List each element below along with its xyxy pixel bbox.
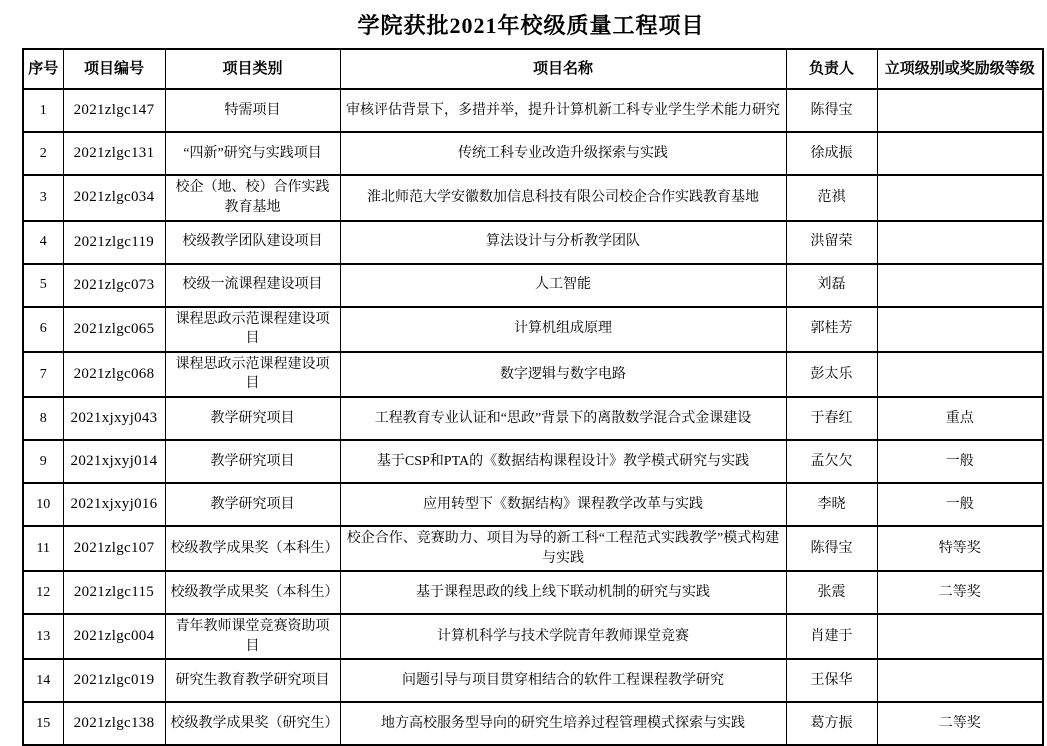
projects-table — [22, 48, 1044, 746]
header-person: 负责人 — [786, 49, 877, 89]
cell-person: 李晓 — [786, 483, 877, 526]
cell-no: 3 — [23, 175, 63, 220]
table-row — [23, 614, 1043, 659]
cell-person: 彭太乐 — [786, 352, 877, 397]
cell-no: 4 — [23, 221, 63, 264]
cell-category: 青年教师课堂竞赛资助项目 — [165, 614, 340, 659]
cell-name: 传统工科专业改造升级探索与实践 — [340, 132, 786, 175]
cell-person: 葛方振 — [786, 702, 877, 745]
cell-no: 15 — [23, 702, 63, 745]
cell-code: 2021zlgc068 — [63, 352, 165, 397]
cell-level: 重点 — [877, 397, 1043, 440]
cell-category: 特需项目 — [165, 89, 340, 132]
cell-name: 基于课程思政的线上线下联动机制的研究与实践 — [340, 571, 786, 614]
header-no: 序号 — [23, 49, 63, 89]
cell-no: 1 — [23, 89, 63, 132]
cell-person: 肖建于 — [786, 614, 877, 659]
cell-no: 6 — [23, 307, 63, 352]
table-row — [23, 352, 1043, 397]
cell-level — [877, 659, 1043, 702]
cell-person: 张震 — [786, 571, 877, 614]
cell-person: 孟欠欠 — [786, 440, 877, 483]
cell-category: “四新”研究与实践项目 — [165, 132, 340, 175]
table-row — [23, 264, 1043, 307]
table-row — [23, 571, 1043, 614]
cell-code: 2021xjxyj016 — [63, 483, 165, 526]
cell-name: 工程教育专业认证和“思政”背景下的离散数学混合式金课建设 — [340, 397, 786, 440]
table-row — [23, 659, 1043, 702]
cell-name: 淮北师范大学安徽数加信息科技有限公司校企合作实践教育基地 — [340, 175, 786, 220]
cell-no: 14 — [23, 659, 63, 702]
cell-code: 2021zlgc115 — [63, 571, 165, 614]
cell-person: 郭桂芳 — [786, 307, 877, 352]
cell-name: 问题引导与项目贯穿相结合的软件工程课程教学研究 — [340, 659, 786, 702]
cell-name: 算法设计与分析教学团队 — [340, 221, 786, 264]
cell-level: 一般 — [877, 483, 1043, 526]
header-code: 项目编号 — [63, 49, 165, 89]
cell-category: 教学研究项目 — [165, 397, 340, 440]
cell-category: 校企（地、校）合作实践教育基地 — [165, 175, 340, 220]
cell-code: 2021zlgc131 — [63, 132, 165, 175]
cell-code: 2021zlgc034 — [63, 175, 165, 220]
cell-level: 二等奖 — [877, 702, 1043, 745]
table-row — [23, 526, 1043, 571]
cell-name: 基于CSP和PTA的《数据结构课程设计》教学模式研究与实践 — [340, 440, 786, 483]
cell-category: 研究生教育教学研究项目 — [165, 659, 340, 702]
cell-code: 2021xjxyj043 — [63, 397, 165, 440]
cell-no: 5 — [23, 264, 63, 307]
cell-category: 教学研究项目 — [165, 483, 340, 526]
cell-code: 2021zlgc065 — [63, 307, 165, 352]
cell-person: 于春红 — [786, 397, 877, 440]
cell-name: 数字逻辑与数字电路 — [340, 352, 786, 397]
cell-level — [877, 175, 1043, 220]
cell-no: 9 — [23, 440, 63, 483]
cell-no: 10 — [23, 483, 63, 526]
cell-category: 校级教学团队建设项目 — [165, 221, 340, 264]
table-row — [23, 221, 1043, 264]
cell-level — [877, 614, 1043, 659]
cell-level — [877, 89, 1043, 132]
cell-name: 计算机组成原理 — [340, 307, 786, 352]
cell-name: 审核评估背景下，多措并举，提升计算机新工科专业学生学术能力研究 — [340, 89, 786, 132]
cell-code: 2021zlgc138 — [63, 702, 165, 745]
cell-category: 课程思政示范课程建设项目 — [165, 352, 340, 397]
table-row — [23, 307, 1043, 352]
cell-level: 一般 — [877, 440, 1043, 483]
cell-code: 2021zlgc107 — [63, 526, 165, 571]
cell-code: 2021zlgc004 — [63, 614, 165, 659]
cell-person: 徐成振 — [786, 132, 877, 175]
header-name: 项目名称 — [340, 49, 786, 89]
table-row — [23, 483, 1043, 526]
cell-code: 2021zlgc147 — [63, 89, 165, 132]
cell-code: 2021zlgc073 — [63, 264, 165, 307]
table-row — [23, 132, 1043, 175]
cell-no: 12 — [23, 571, 63, 614]
cell-level — [877, 264, 1043, 307]
page-title: 学院获批2021年校级质量工程项目 — [357, 13, 705, 38]
cell-name: 校企合作、竞赛助力、项目为导的新工科“工程范式实践教学”模式构建与实践 — [340, 526, 786, 571]
cell-name: 人工智能 — [340, 264, 786, 307]
table-row — [23, 397, 1043, 440]
table-header-row — [23, 49, 1043, 89]
cell-level — [877, 307, 1043, 352]
cell-level — [877, 132, 1043, 175]
cell-person: 陈得宝 — [786, 89, 877, 132]
cell-no: 7 — [23, 352, 63, 397]
cell-no: 2 — [23, 132, 63, 175]
cell-name: 应用转型下《数据结构》课程教学改革与实践 — [340, 483, 786, 526]
cell-no: 13 — [23, 614, 63, 659]
cell-level — [877, 221, 1043, 264]
cell-person: 刘磊 — [786, 264, 877, 307]
table-row — [23, 440, 1043, 483]
table-body — [23, 89, 1043, 745]
cell-person: 范祺 — [786, 175, 877, 220]
cell-category: 课程思政示范课程建设项目 — [165, 307, 340, 352]
table-row — [23, 702, 1043, 745]
header-category: 项目类别 — [165, 49, 340, 89]
cell-code: 2021zlgc019 — [63, 659, 165, 702]
cell-category: 教学研究项目 — [165, 440, 340, 483]
cell-code: 2021zlgc119 — [63, 221, 165, 264]
cell-level: 二等奖 — [877, 571, 1043, 614]
cell-person: 陈得宝 — [786, 526, 877, 571]
table-row — [23, 175, 1043, 220]
cell-level — [877, 352, 1043, 397]
table-row — [23, 89, 1043, 132]
cell-code: 2021xjxyj014 — [63, 440, 165, 483]
cell-category: 校级一流课程建设项目 — [165, 264, 340, 307]
cell-no: 11 — [23, 526, 63, 571]
cell-category: 校级教学成果奖（研究生） — [165, 702, 340, 745]
cell-person: 洪留荣 — [786, 221, 877, 264]
header-level: 立项级别或奖励级等级 — [877, 49, 1043, 89]
cell-name: 地方高校服务型导向的研究生培养过程管理模式探索与实践 — [340, 702, 786, 745]
cell-category: 校级教学成果奖（本科生） — [165, 571, 340, 614]
cell-name: 计算机科学与技术学院青年教师课堂竞赛 — [340, 614, 786, 659]
cell-person: 王保华 — [786, 659, 877, 702]
cell-category: 校级教学成果奖（本科生） — [165, 526, 340, 571]
cell-no: 8 — [23, 397, 63, 440]
cell-level: 特等奖 — [877, 526, 1043, 571]
